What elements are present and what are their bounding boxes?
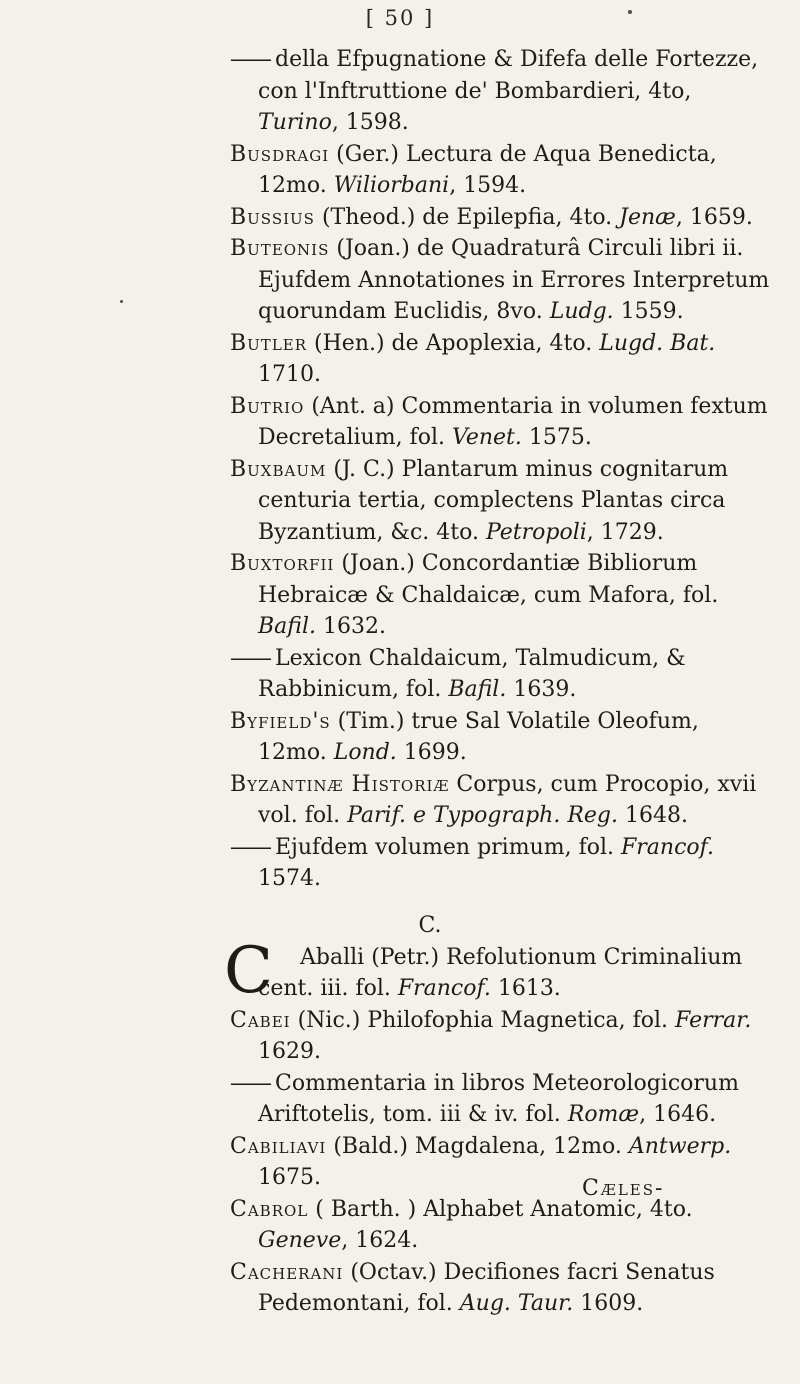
catalogue-entry (0, 139, 800, 202)
entry-place: Antwerp. (628, 1133, 732, 1159)
entry-place: Lugd. Bat. (599, 330, 716, 356)
ditto-dash: —— (230, 645, 275, 671)
entry-text: (Joan.) de Quadraturâ Circuli libri ii. Ejufdem Annotationes in Errores Interpretum quorundam Euclidis, 8vo. (258, 236, 770, 324)
entry-place: Geneve (258, 1228, 342, 1253)
entry-place: Wiliorbani (333, 173, 450, 198)
entry-text: (Tim.) true Sal Volatile Oleofum, 12mo. (258, 708, 699, 765)
ink-speck (120, 300, 123, 303)
entry-place: Bafil. (258, 614, 316, 639)
entry-author: Byzantinæ Historiæ (230, 771, 450, 797)
entry-author: Cabiliavi (230, 1133, 327, 1159)
entry-year: 1575. (521, 425, 592, 450)
catalogue-entry (0, 1005, 800, 1068)
entry-place: Francof. (621, 834, 714, 860)
entry-author: Cabei (230, 1007, 291, 1033)
entry-place: Turino (258, 110, 332, 135)
entry-place: Francof. (397, 976, 491, 1001)
catalogue-entry (0, 44, 800, 139)
catalogue-entry-dropcap (0, 933, 800, 1008)
entry-author: Busdragi (230, 141, 330, 167)
entry-year: , 1729. (586, 519, 664, 545)
entry-text: (Nic.) Philofophia Magnetica, fol. (290, 1007, 676, 1033)
entry-author: Buxtorfii (230, 551, 335, 576)
entry-text: (Ger.) Lectura de Aqua Benedicta, 12mo. (258, 141, 717, 198)
catalogue-entry (0, 328, 800, 391)
entry-author: Aballi (300, 944, 365, 970)
entry-year: 1574. (258, 866, 321, 891)
catalogue-entry (0, 233, 800, 328)
entry-text: (Joan.) Concordantiæ Bibliorum Hebraicæ & Chaldaicæ, cum Mafora, fol. (258, 551, 719, 608)
entry-text: (Hen.) de Apoplexia, 4to. (307, 330, 600, 356)
catalogue-entry (0, 1068, 800, 1131)
entry-text: (Petr.) Refolutionum Criminalium cent. iii. fol. (258, 944, 743, 1001)
entry-author: Buteonis (230, 236, 330, 261)
entry-place: Petropoli (485, 519, 587, 545)
entry-year: 1632. (316, 614, 386, 639)
catalogue-entry (0, 1194, 800, 1257)
entry-author: Cabrol (230, 1196, 309, 1222)
entry-year: 1559. (613, 299, 684, 324)
ditto-dash: —— (230, 1070, 275, 1096)
page-number: [ 50 ] (365, 6, 435, 30)
ink-speck (628, 10, 632, 14)
catalogue-entry (0, 391, 800, 454)
catalogue-entry (0, 832, 800, 895)
entry-text: ( Barth. ) Alphabet Anatomic, 4to. (308, 1196, 693, 1222)
catalogue-entry (0, 454, 800, 549)
ditto-dash: —— (230, 834, 275, 860)
drop-cap-letter: C (224, 933, 273, 1008)
catchword: Cæles- (582, 1176, 665, 1201)
entry-year: 1609. (573, 1291, 644, 1316)
entries-b (0, 44, 800, 895)
entry-year: , 1659. (675, 204, 753, 230)
catalogue-entry (0, 706, 800, 769)
section-letter: C. (418, 912, 442, 938)
entry-year: 1699. (396, 740, 467, 765)
entry-text: (Bald.) Magdalena, 12mo. (326, 1133, 629, 1159)
catalogue-entry (0, 1131, 800, 1194)
entry-author: Butrio (230, 393, 305, 419)
entry-author: Butler (230, 330, 308, 356)
entry-place: Romæ (567, 1102, 640, 1127)
catalogue-entry (0, 643, 800, 706)
entry-year: 1648. (618, 803, 688, 828)
entry-text: (J. C.) Plantarum minus cognitarum centuria tertia, complectens Plantas circa Byzantium, &c. 4to. (258, 456, 729, 545)
entry-text: della Efpugnatione & Difefa delle Fortezze, con l'Inftruttione de' Bombardieri, 4to, (258, 47, 759, 104)
entry-text: Lexicon Chaldaicum, Talmudicum, & Rabbinicum, fol. (258, 645, 686, 702)
entry-author: Byfield's (230, 708, 331, 734)
catalogue-entries (0, 44, 800, 1320)
entry-year: 1639. (506, 677, 577, 702)
catalogue-entry (0, 548, 800, 643)
entry-text: (Octav.) Decifiones facri Senatus Pedemontani, fol. (258, 1259, 715, 1316)
ditto-dash: —— (230, 47, 275, 72)
entries-c (0, 1005, 800, 1320)
entry-place: Venet. (451, 425, 522, 450)
entry-place: Bafil. (448, 677, 507, 702)
entry-place: Aug. Taur. (459, 1291, 574, 1316)
entry-author: Bussius (230, 204, 315, 230)
entry-place: Ludg. (549, 299, 614, 324)
entry-text: Corpus, cum Procopio, xvii vol. fol. (258, 771, 757, 828)
entry-year: 1675. (258, 1165, 321, 1190)
catalogue-entry (0, 769, 800, 832)
entry-place: Lond. (333, 740, 397, 765)
entry-text: Commentaria in libros Meteorologicorum Ariftotelis, tom. iii & iv. fol. (258, 1070, 739, 1127)
entry-author: Buxbaum (230, 456, 327, 482)
entry-text: (Ant. a) Commentaria in volumen fextum Decretalium, fol. (258, 393, 768, 450)
entry-year: 1629. (258, 1039, 321, 1064)
catalogue-entry (0, 1257, 800, 1320)
entry-place: Parif. e Typograph. Reg. (347, 803, 618, 828)
catalogue-entry (0, 202, 800, 234)
entry-text: Ejufdem volumen primum, fol. (275, 834, 621, 860)
entry-year: , 1646. (639, 1102, 717, 1127)
entry-year: 1710. (258, 362, 321, 387)
entry-year: , 1624. (341, 1228, 419, 1253)
entry-text: (Theod.) de Epilepfia, 4to. (314, 204, 620, 230)
entry-place: Jenæ (619, 204, 676, 230)
entry-year: , 1594. (449, 173, 527, 198)
entry-year: 1613. (490, 976, 561, 1001)
entry-place: Ferrar. (675, 1007, 752, 1033)
entry-author: Cacherani (230, 1259, 344, 1285)
entry-year: , 1598. (331, 110, 409, 135)
